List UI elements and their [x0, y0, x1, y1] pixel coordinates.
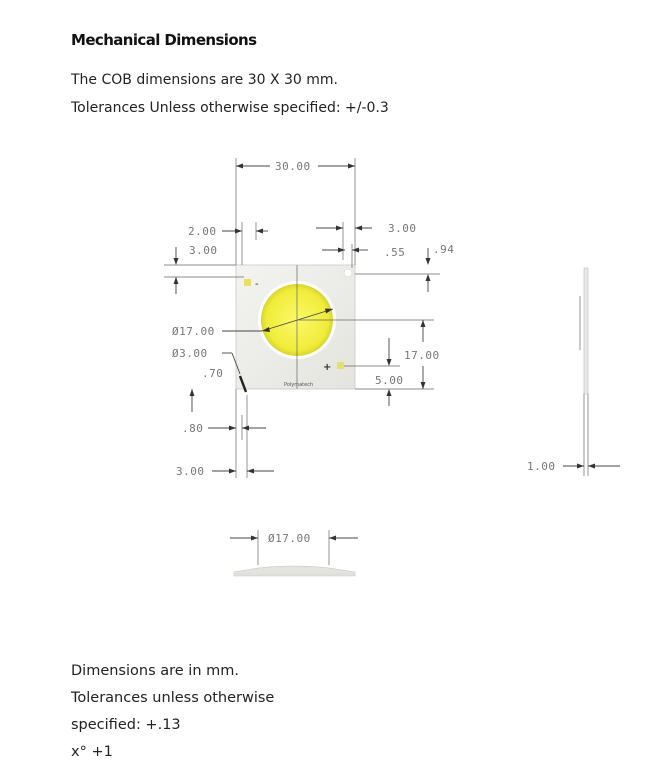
dim-top-small: .94 [433, 243, 455, 256]
dim-hole-diameter: Ø3.00 [172, 347, 208, 360]
cob-dimensions-text: The COB dimensions are 30 X 30 mm. [71, 72, 338, 88]
dim-thickness: 1.00 [527, 460, 556, 473]
side-view-board [584, 268, 588, 394]
tolerance-note-1: Tolerances unless otherwise [71, 690, 275, 706]
dim-left-3: 3.00 [189, 244, 218, 257]
dim-height-5: 5.00 [375, 374, 404, 387]
bottom-view-profile [234, 566, 355, 576]
dim-led-diameter: Ø17.00 [172, 325, 215, 338]
minus-mark: - [255, 279, 259, 290]
dim-pad-gap: .55 [384, 246, 406, 259]
negative-pad [244, 279, 251, 286]
units-note: Dimensions are in mm. [71, 663, 239, 679]
plus-mark: + [323, 362, 332, 373]
dim-bottom-3: 3.00 [176, 465, 205, 478]
section-title: Mechanical Dimensions [71, 31, 257, 49]
dim-pad-80: .80 [182, 422, 204, 435]
brand-label: Polymatech [284, 382, 314, 388]
dim-bottom-diameter: Ø17.00 [268, 532, 311, 545]
mounting-hole-top [344, 269, 352, 277]
angle-tolerance-note: x° +1 [71, 744, 113, 760]
positive-pad [337, 362, 344, 369]
dim-left-2: 2.00 [188, 225, 217, 238]
tolerance-note-2: specified: +.13 [71, 717, 181, 733]
dim-chamfer: .70 [202, 367, 224, 380]
dim-right-3: 3.00 [388, 222, 417, 235]
dim-height-17: 17.00 [404, 349, 440, 362]
dim-overall-width: 30.00 [275, 160, 311, 173]
tolerance-text: Tolerances Unless otherwise specified: +/-0.3 [71, 100, 389, 116]
